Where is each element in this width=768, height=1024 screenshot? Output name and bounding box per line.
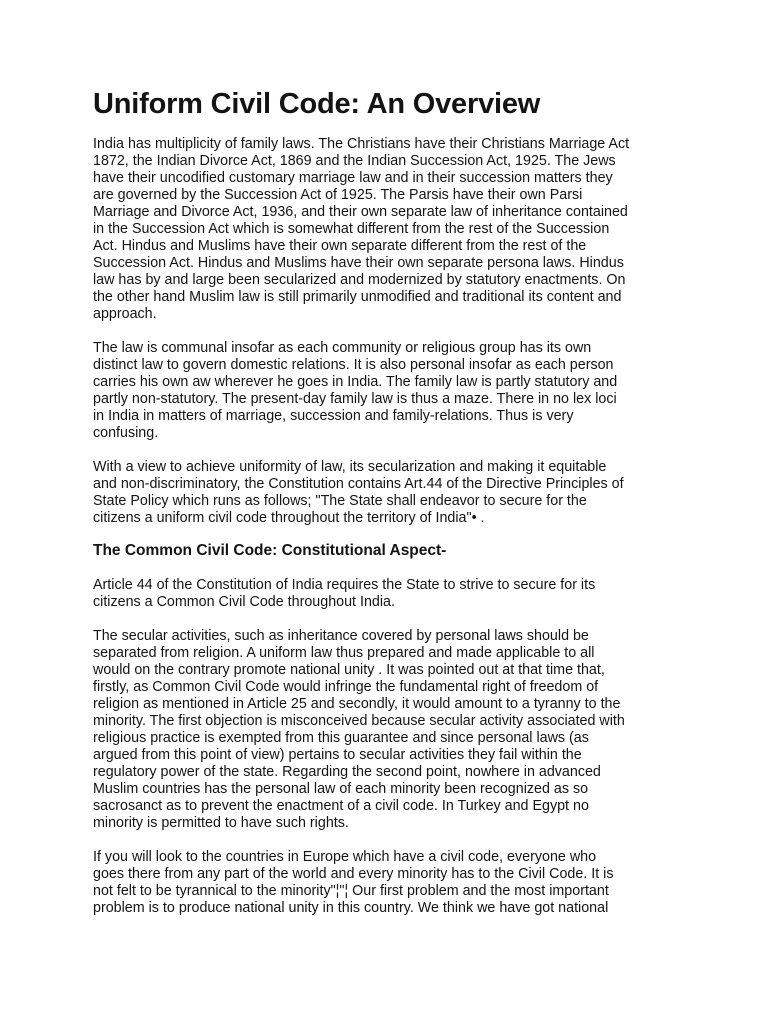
text-line: in the Succession Act which is somewhat different from the rest of the Succession bbox=[93, 221, 610, 237]
text-line: Succession Act. Hindus and Muslims have their own separate persona laws. Hindus bbox=[93, 255, 624, 271]
text-line: distinct law to govern domestic relations. It is also personal insofar as each person bbox=[93, 357, 614, 373]
text-line: the other hand Muslim law is still primarily unmodified and traditional its content and bbox=[93, 289, 622, 305]
text-line: Marriage and Divorce Act, 1936, and their own separate law of inheritance contained bbox=[93, 204, 628, 220]
text-line: religious practice is exempted from this guarantee and since personal laws (as bbox=[93, 730, 589, 746]
text-line: not felt to be tyrannical to the minority"¦"¦ Our first problem and the most important bbox=[93, 883, 609, 899]
text-line: sacrosanct as to prevent the enactment of a civil code. In Turkey and Egypt no bbox=[93, 798, 589, 814]
text-line: If you will look to the countries in Europe which have a civil code, everyone who bbox=[93, 849, 597, 865]
text-line: The secular activities, such as inheritance covered by personal laws should be bbox=[93, 628, 589, 644]
text-line: regulatory power of the state. Regarding the second point, nowhere in advanced bbox=[93, 764, 601, 780]
text-line: are governed by the Succession Act of 1925. The Parsis have their own Parsi bbox=[93, 187, 583, 203]
text-line: have their uncodified customary marriage law and in their succession matters they bbox=[93, 170, 613, 186]
text-line: minority is permitted to have such rights. bbox=[93, 815, 349, 831]
text-line: citizens a Common Civil Code throughout India. bbox=[93, 594, 395, 610]
text-line: would on the contrary promote national unity . It was pointed out at that time that, bbox=[93, 662, 605, 678]
text-line: minority. The first objection is misconceived because secular activity associated with bbox=[93, 713, 625, 729]
section-heading: The Common Civil Code: Constitutional Aspect- bbox=[93, 542, 447, 559]
text-line: argued from this point of view) pertains to secular activities they fail within the bbox=[93, 747, 582, 763]
text-line: approach. bbox=[93, 306, 157, 322]
text-line: in India in matters of marriage, succession and family-relations. Thus is very bbox=[93, 408, 574, 424]
text-line: 1872, the Indian Divorce Act, 1869 and the Indian Succession Act, 1925. The Jews bbox=[93, 153, 616, 169]
text-line: India has multiplicity of family laws. The Christians have their Christians Marriage Act bbox=[93, 136, 630, 152]
text-line: Article 44 of the Constitution of India requires the State to strive to secure for its bbox=[93, 577, 596, 593]
text-line: partly non-statutory. The present-day family law is thus a maze. There in no lex loci bbox=[93, 391, 617, 407]
text-line: confusing. bbox=[93, 425, 159, 441]
text-line: and non-discriminatory, the Constitution contains Art.44 of the Directive Principles of bbox=[93, 476, 624, 492]
text-line: The law is communal insofar as each community or religious group has its own bbox=[93, 340, 592, 356]
text-line: citizens a uniform civil code throughout the territory of India"• . bbox=[93, 510, 485, 526]
text-line: carries his own aw wherever he goes in India. The family law is partly statutory and bbox=[93, 374, 618, 390]
text-line: religion as mentioned in Article 25 and secondly, it would amount to a tyranny to the bbox=[93, 696, 621, 712]
text-line: firstly, as Common Civil Code would infringe the fundamental right of freedom of bbox=[93, 679, 599, 695]
text-line: law has by and large been secularized and modernized by statutory enactments. On bbox=[93, 272, 626, 288]
document-title: Uniform Civil Code: An Overview bbox=[93, 88, 541, 120]
text-line: State Policy which runs as follows; "The State shall endeavor to secure for the bbox=[93, 493, 587, 509]
text-line: problem is to produce national unity in this country. We think we have got national bbox=[93, 900, 609, 916]
text-line: With a view to achieve uniformity of law, its secularization and making it equitable bbox=[93, 459, 607, 475]
text-line: goes there from any part of the world and every minority has to the Civil Code. It is bbox=[93, 866, 614, 882]
text-line: Muslim countries has the personal law of each minority been recognized as so bbox=[93, 781, 589, 797]
text-line: separated from religion. A uniform law thus prepared and made applicable to all bbox=[93, 645, 595, 661]
text-line: Act. Hindus and Muslims have their own separate different from the rest of the bbox=[93, 238, 587, 254]
